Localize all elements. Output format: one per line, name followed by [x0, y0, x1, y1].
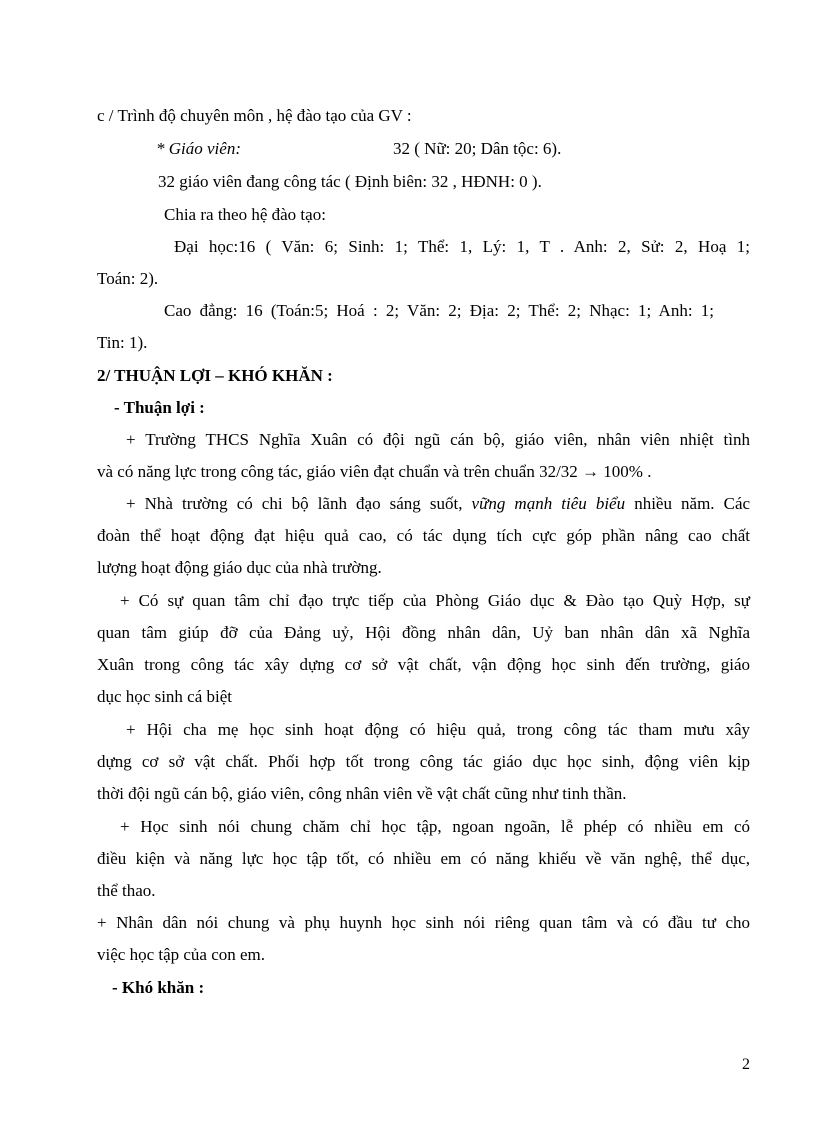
college-line-2: Tin: 1).: [97, 333, 148, 352]
advantage-3-line-2: quan tâm giúp đỡ của Đảng uỷ, Hội đồng nhân dân, Uỷ ban nhân dân xã Nghĩa: [97, 623, 750, 642]
advantages-heading: - Thuận lợi :: [114, 398, 205, 417]
advantage-3-line-1: + Có sự quan tâm chỉ đạo trực tiếp của Phòng Giáo dục & Đào tạo Quỳ Hợp, sự: [120, 591, 750, 610]
advantage-4-line-1: + Hội cha mẹ học sinh hoạt động có hiệu quả, trong công tác tham mưu xây: [126, 720, 750, 739]
advantage-1-line-2: và có năng lực trong công tác, giáo viên đạt chuẩn và trên chuẩn 32/32 → 100% .: [97, 462, 652, 481]
advantage-5-line-3: thể thao.: [97, 881, 156, 900]
advantage-3-line-3: Xuân trong công tác xây dựng cơ sở vật chất, vận động học sinh đến trường, giáo: [97, 655, 750, 674]
advantage-5-line-2: điều kiện và năng lực học tập tốt, có nhiều em có năng khiếu về văn nghệ, thể dục,: [97, 849, 750, 868]
advantage-6-line-2: việc học tập của con em.: [97, 945, 266, 964]
teachers-value: 32 ( Nữ: 20; Dân tộc: 6).: [393, 139, 562, 158]
advantage-5-line-1: + Học sinh nói chung chăm chỉ học tập, ngoan ngoãn, lễ phép có nhiều em có: [120, 817, 750, 836]
college-line-1: Cao đẳng: 16 (Toán:5; Hoá : 2; Văn: 2; Địa: 2; Thể: 2; Nhạc: 1; Anh: 1;: [164, 301, 714, 320]
advantage-2-line-3: lượng hoạt động giáo dục của nhà trường.: [97, 558, 382, 577]
advantage-1-line-1: + Trường THCS Nghĩa Xuân có đội ngũ cán bộ, giáo viên, nhân viên nhiệt tình: [126, 430, 750, 449]
section-2-heading: 2/ THUẬN LỢI – KHÓ KHĂN :: [97, 366, 333, 385]
section-c-heading: c / Trình độ chuyên môn , hệ đào tạo của GV :: [97, 106, 412, 125]
university-line-2: Toán: 2).: [97, 269, 159, 288]
difficulties-heading: - Khó khăn :: [112, 978, 205, 997]
advantage-4-line-3: thời đội ngũ cán bộ, giáo viên, công nhân viên về vật chất cũng như tinh thần.: [97, 784, 627, 803]
advantage-4-line-2: dựng cơ sở vật chất. Phối hợp tốt trong công tác giáo dục học sinh, động viên kịp: [97, 752, 750, 771]
advantage-2-line-1: [126, 494, 750, 514]
university-line-1: Đại học:16 ( Văn: 6; Sinh: 1; Thể: 1, Lý: 1, T . Anh: 2, Sử: 2, Hoạ 1;: [174, 237, 750, 256]
advantage-6-line-1: + Nhân dân nói chung và phụ huynh học sinh nói riêng quan tâm và có đầu tư cho: [97, 913, 750, 932]
advantage-2-text-a: + Nhà trường có chi bộ lãnh đạo sáng suốt,: [126, 494, 463, 513]
training-split-line: Chia ra theo hệ đào tạo:: [164, 205, 326, 224]
working-teachers-line: 32 giáo viên đang công tác ( Định biên: 32 , HĐNH: 0 ).: [158, 172, 542, 191]
advantage-2-text-b: nhiều năm. Các: [634, 494, 751, 513]
advantage-2-line-2: đoàn thể hoạt động đạt hiệu quả cao, có tác dụng tích cực góp phần nâng cao chất: [97, 526, 750, 545]
teachers-label: * Giáo viên:: [156, 139, 241, 158]
page-number: 2: [742, 1056, 750, 1073]
advantage-3-line-4: dục học sinh cá biệt: [97, 687, 233, 706]
advantage-2-italic: vững mạnh tiêu biểu: [471, 494, 626, 513]
